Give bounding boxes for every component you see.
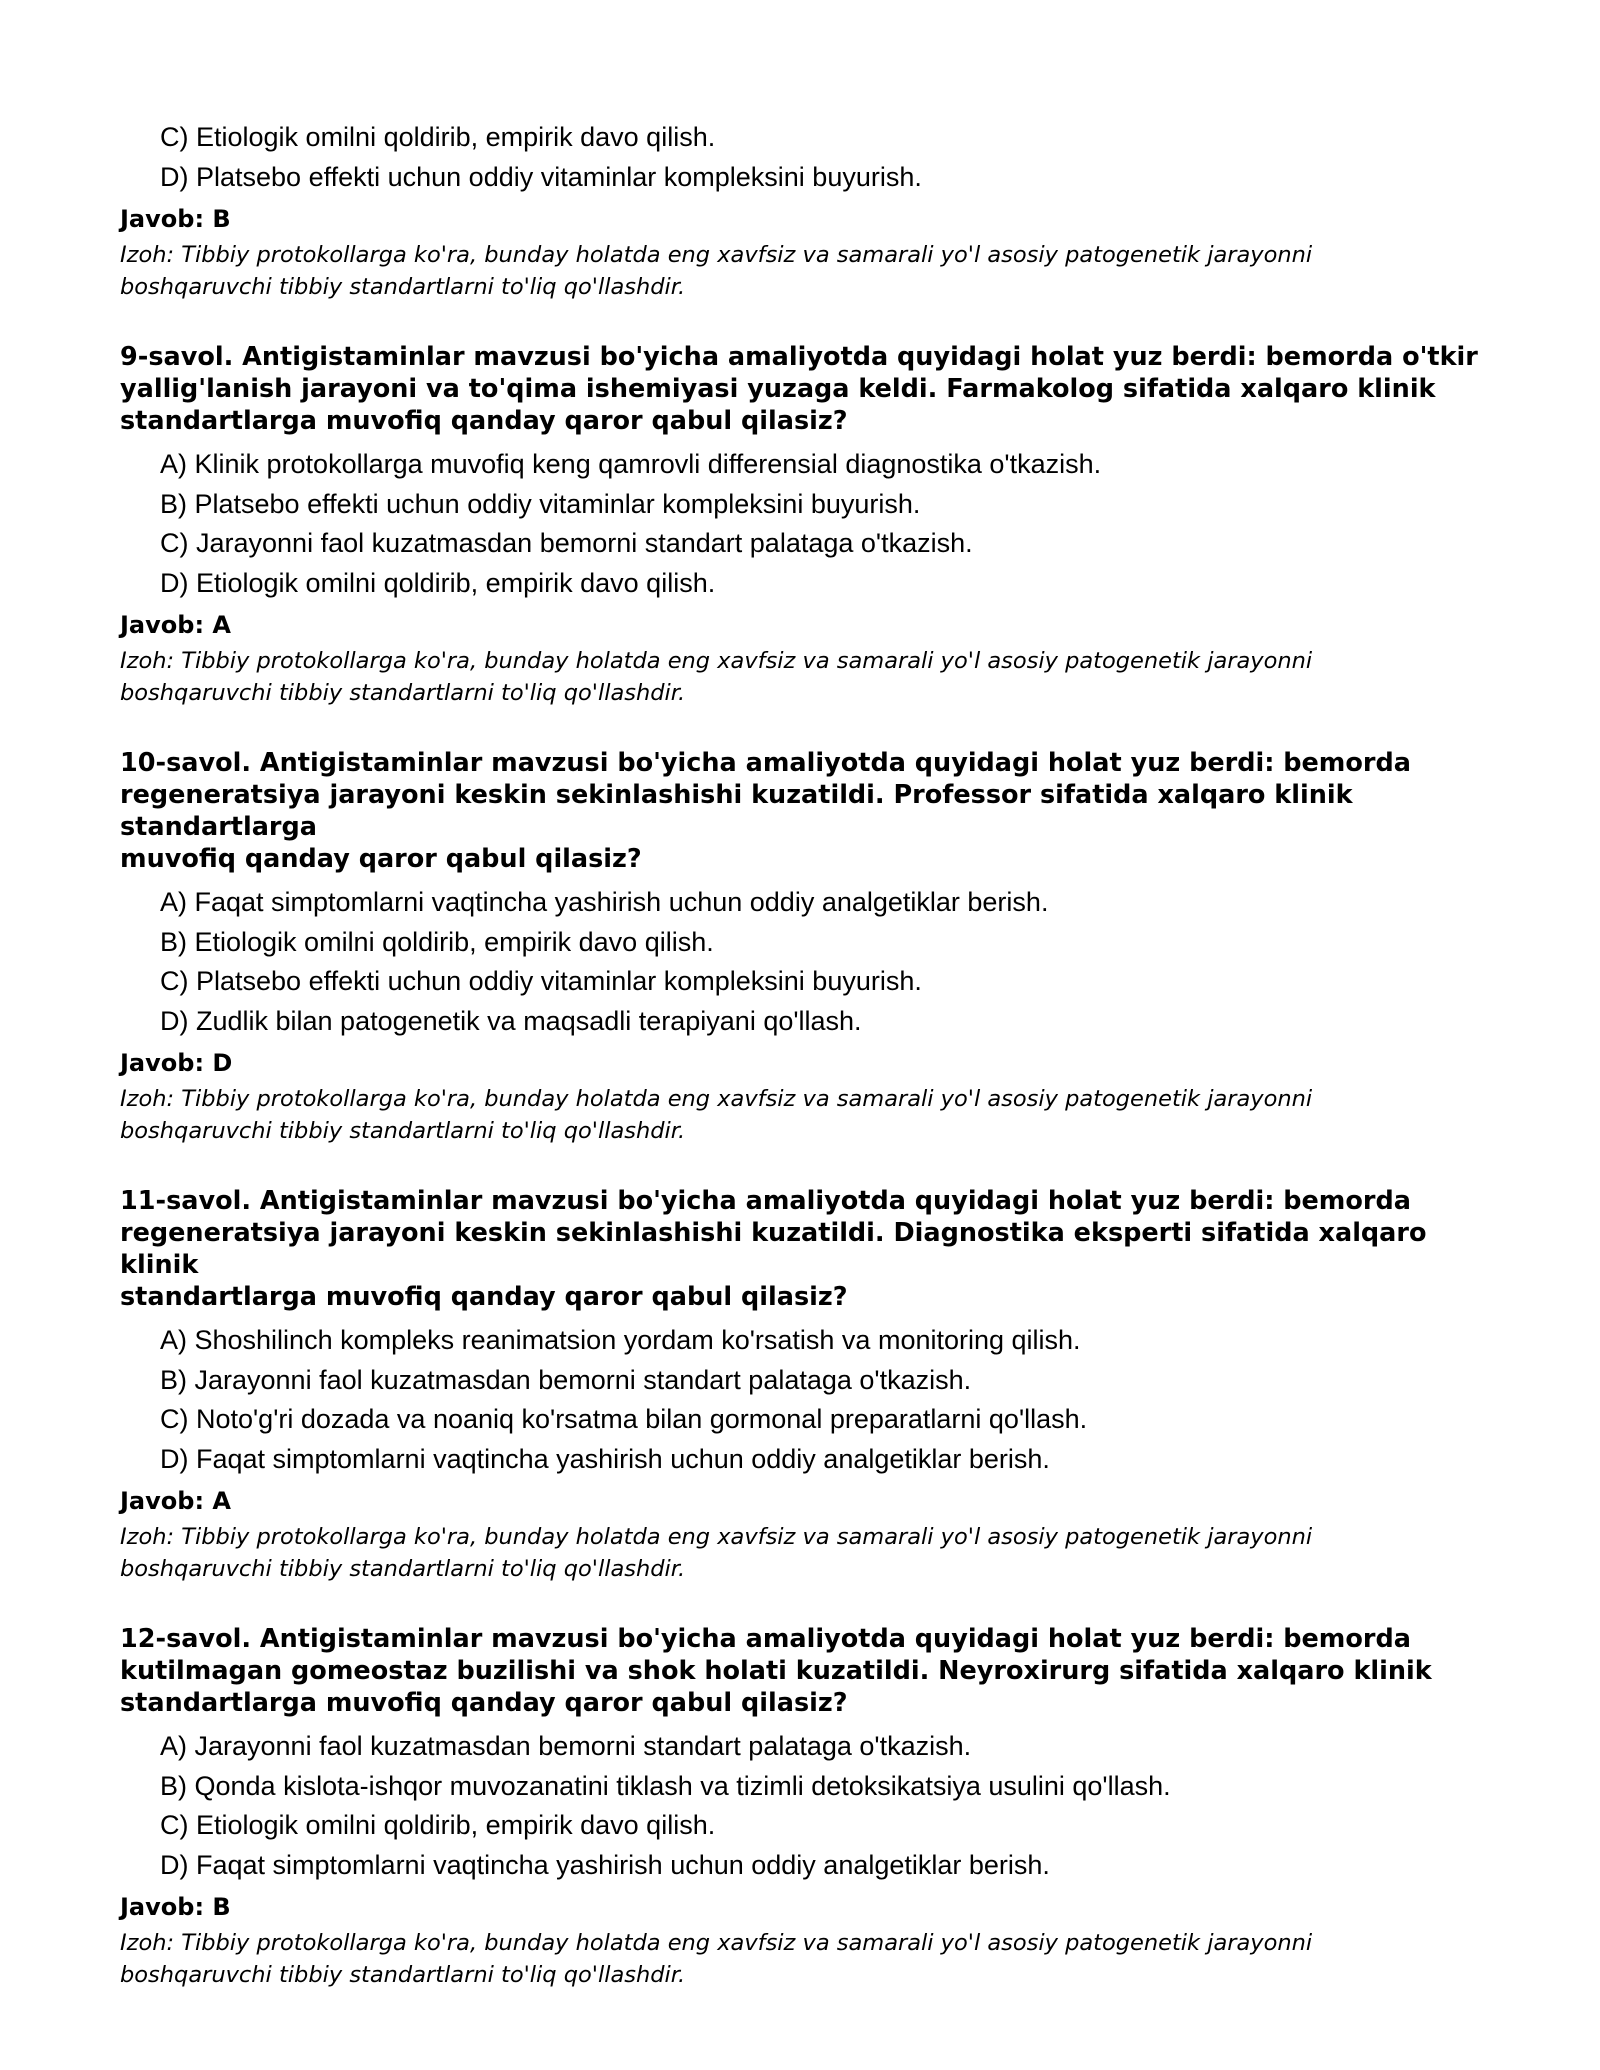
question-line: 10-savol. Antigistaminlar mavzusi bo'yicha amaliyotda quyidagi holat yuz berdi: bemorda [120,748,1411,778]
note-line: Izoh: Tibbiy protokollarga ko'ra, bunday holatda eng xavfsiz va samarali yo'l asosiy patogenetik jarayonni [120,648,1313,674]
explanation-note [120,1927,1500,1991]
explanation-note [120,645,1500,709]
note-line: boshqaruvchi tibbiy standartlarni to'liq qo'llashdir. [120,274,686,300]
document-page [120,118,1500,1991]
note-line: boshqaruvchi tibbiy standartlarni to'liq qo'llashdir. [120,1118,686,1144]
note-line: boshqaruvchi tibbiy standartlarni to'liq qo'llashdir. [120,1556,686,1582]
question-line: 9-savol. Antigistaminlar mavzusi bo'yicha amaliyotda quyidagi holat yuz berdi: bemorda o'tkir [120,342,1478,372]
question-text [120,1623,1500,1719]
question-text [120,1185,1500,1313]
option-d: D) Platsebo effekti uchun oddiy vitaminlar kompleksini buyurish. [160,161,922,192]
question-line: 11-savol. Antigistaminlar mavzusi bo'yicha amaliyotda quyidagi holat yuz berdi: bemorda [120,1186,1411,1216]
answer-label: Javob: A [120,1487,231,1515]
option-d: D) Faqat simptomlarni vaqtincha yashirish uchun oddiy analgetiklar berish. [160,1443,1050,1474]
option-c: C) Etiologik omilni qoldirib, empirik davo qilish. [160,1810,716,1840]
answer-label: Javob: A [120,611,231,639]
question-line: standartlarga muvofiq qanday qaror qabul qilasiz? [120,406,848,436]
option-d: D) Zudlik bilan patogenetik va maqsadli terapiyani qo'llash. [160,1005,862,1036]
note-line: Izoh: Tibbiy protokollarga ko'ra, bunday holatda eng xavfsiz va samarali yo'l asosiy patogenetik jarayonni [120,1086,1313,1112]
answer-label: Javob: B [120,205,231,233]
option-b: B) Qonda kislota-ishqor muvozanatini tiklash va tizimli detoksikatsiya usulini qo'llash. [160,1770,1171,1801]
note-line: boshqaruvchi tibbiy standartlarni to'liq qo'llashdir. [120,680,686,706]
question-text [120,341,1500,437]
option-a: A) Jarayonni faol kuzatmasdan bemorni standart palataga o'tkazish. [160,1731,972,1761]
note-line: Izoh: Tibbiy protokollarga ko'ra, bunday holatda eng xavfsiz va samarali yo'l asosiy patogenetik jarayonni [120,1524,1313,1550]
question-text [120,747,1500,875]
question-line: standartlarga muvofiq qanday qaror qabul qilasiz? [120,1282,848,1312]
question-block-9 [120,341,1500,709]
question-line: 12-savol. Antigistaminlar mavzusi bo'yicha amaliyotda quyidagi holat yuz berdi: bemorda [120,1624,1411,1654]
option-a: A) Shoshilinch kompleks reanimatsion yordam ko'rsatish va monitoring qilish. [160,1325,1081,1355]
note-line: boshqaruvchi tibbiy standartlarni to'liq qo'llashdir. [120,1962,686,1988]
explanation-note [120,1083,1500,1147]
question-line: standartlarga muvofiq qanday qaror qabul qilasiz? [120,1688,848,1718]
option-c: C) Noto'g'ri dozada va noaniq ko'rsatma bilan gormonal preparatlarni qo'llash. [160,1404,1088,1434]
option-a: A) Faqat simptomlarni vaqtincha yashirish uchun oddiy analgetiklar berish. [160,887,1049,917]
option-d: D) Faqat simptomlarni vaqtincha yashirish uchun oddiy analgetiklar berish. [160,1849,1050,1880]
option-c: C) Jarayonni faol kuzatmasdan bemorni standart palataga o'tkazish. [160,528,973,558]
question-8-continuation [120,118,1500,303]
question-line: yallig'lanish jarayoni va to'qima ishemiyasi yuzaga keldi. Farmakolog sifatida xalqaro klinik [120,374,1436,404]
question-line: muvofiq qanday qaror qabul qilasiz? [120,844,642,874]
question-line: regeneratsiya jarayoni keskin sekinlashishi kuzatildi. Professor sifatida xalqaro klinik standartlarga [120,780,1353,842]
note-line: Izoh: Tibbiy protokollarga ko'ra, bunday holatda eng xavfsiz va samarali yo'l asosiy patogenetik jarayonni [120,242,1313,268]
option-b: B) Jarayonni faol kuzatmasdan bemorni standart palataga o'tkazish. [160,1364,972,1395]
question-block-11 [120,1185,1500,1585]
answer-label: Javob: D [120,1049,233,1077]
option-c: C) Platsebo effekti uchun oddiy vitaminlar kompleksini buyurish. [160,966,922,996]
option-c: C) Etiologik omilni qoldirib, empirik davo qilish. [160,122,716,152]
option-b: B) Etiologik omilni qoldirib, empirik davo qilish. [160,926,714,957]
option-b: B) Platsebo effekti uchun oddiy vitaminlar kompleksini buyurish. [160,488,921,519]
question-line: regeneratsiya jarayoni keskin sekinlashishi kuzatildi. Diagnostika eksperti sifatida xalqaro klinik [120,1218,1427,1280]
explanation-note [120,1521,1500,1585]
note-line: Izoh: Tibbiy protokollarga ko'ra, bunday holatda eng xavfsiz va samarali yo'l asosiy patogenetik jarayonni [120,1930,1313,1956]
question-line: kutilmagan gomeostaz buzilishi va shok holati kuzatildi. Neyroxirurg sifatida xalqaro klinik [120,1656,1432,1686]
answer-label: Javob: B [120,1893,231,1921]
explanation-note [120,239,1500,303]
option-a: A) Klinik protokollarga muvofiq keng qamrovli differensial diagnostika o'tkazish. [160,449,1102,479]
option-d: D) Etiologik omilni qoldirib, empirik davo qilish. [160,567,716,598]
question-block-12 [120,1623,1500,1991]
question-block-10 [120,747,1500,1147]
